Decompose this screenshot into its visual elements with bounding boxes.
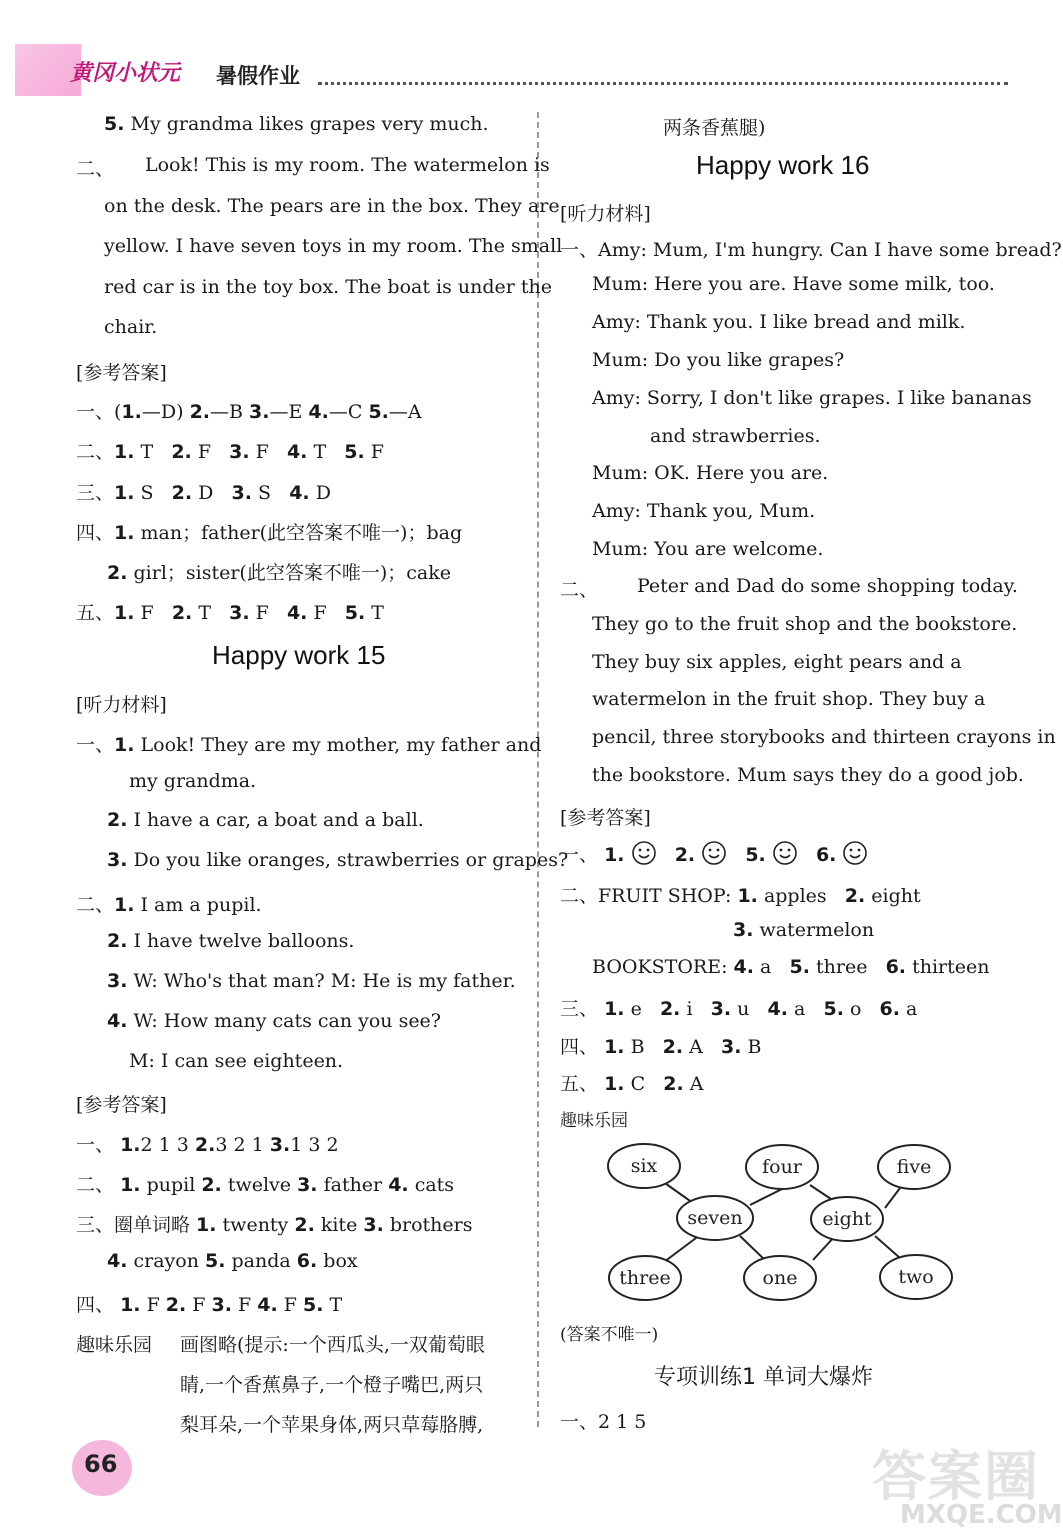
h15-ans-4: 四、 1. F 2. F 3. F 4. F 5. T — [76, 1294, 343, 1316]
smiley-icon — [772, 840, 798, 866]
answer-label: [参考答案] — [76, 1094, 167, 1116]
fun-line: 梨耳朵,一个苹果身体,两只草莓胳膊, — [180, 1414, 484, 1436]
h15-q1a: 一、1. Look! They are my mother, my father and — [76, 734, 542, 756]
node-two-label: two — [898, 1266, 934, 1288]
node-four-label: four — [762, 1156, 802, 1178]
section-title-hw16: Happy work 16 — [696, 150, 870, 180]
passage-line: pencil, three storybooks and thirteen crayons in — [592, 726, 1056, 748]
vowel-row: 三、 1. e 2. i 3. u 4. a 5. o 6. a — [560, 998, 918, 1020]
watermark-url: MXQE.COM — [900, 1500, 1063, 1530]
dialog-line: Amy: Thank you. I like bread and milk. — [592, 311, 966, 333]
h15-q2: 2. I have a car, a boat and a ball. — [107, 809, 424, 831]
node-three-label: three — [619, 1267, 671, 1289]
section-title-hw15: Happy work 15 — [212, 640, 386, 670]
answer-label: [参考答案] — [560, 807, 651, 829]
h15-e1: 二、1. I am a pupil. — [76, 894, 262, 916]
passage-line: Look! This is my room. The watermelon is — [145, 154, 550, 176]
fruit-shop-row: 二、FRUIT SHOP: 1. apples 2. eight — [560, 885, 921, 907]
passage-tag: 二、 — [560, 579, 599, 601]
passage-line: They buy six apples, eight pears and a — [592, 651, 962, 673]
header-dotted-rule — [318, 82, 1008, 85]
answer-note: (答案不唯一) — [560, 1325, 659, 1345]
dialog-line: Amy: Sorry, I don't like grapes. I like bananas — [592, 387, 1032, 409]
passage-line: the bookstore. Mum says they do a good job. — [592, 764, 1024, 786]
fun-line: 睛,一个香蕉鼻子,一个橙子嘴巴,两只 — [180, 1374, 484, 1396]
answer-row-4b: 2. girl；sister(此空答案不唯一)；cake — [107, 562, 451, 584]
fun-label: 趣味乐园 — [560, 1111, 628, 1131]
item-text: My grandma likes grapes very much. — [124, 113, 489, 135]
node-eight-label: eight — [822, 1208, 872, 1230]
answer-label: [参考答案] — [76, 362, 167, 384]
listen-label: [听力材料] — [560, 203, 651, 225]
passage-tag: 二、 — [76, 158, 115, 180]
dialog-line: Mum: OK. Here you are. — [592, 462, 829, 484]
fun-label: 趣味乐园 — [76, 1334, 153, 1356]
passage-line: Peter and Dad do some shopping today. — [637, 575, 1018, 597]
passage-line: red car is in the toy box. The boat is under the — [104, 276, 553, 298]
node-seven-label: seven — [687, 1207, 743, 1229]
h15-e2: 2. I have twelve balloons. — [107, 930, 355, 952]
fruit-shop-row-2: 3. watermelon — [733, 919, 875, 941]
dialog-line: Mum: You are welcome. — [592, 538, 824, 560]
passage-line: on the desk. The pears are in the box. They are — [104, 195, 560, 217]
special-training-title: 专项训练1 单词大爆炸 — [654, 1365, 873, 1390]
h15-e3: 3. W: Who's that man? M: He is my father. — [107, 970, 516, 992]
passage-line: yellow. I have seven toys in my room. The small — [104, 235, 563, 257]
smiley-answers: 一、 1. 2. 5. 6. — [560, 840, 868, 867]
book-subtitle: 暑假作业 — [216, 64, 300, 88]
brand-logo: 黄冈小状元 — [70, 60, 181, 86]
dialog-line: 一、Amy: Mum, I'm hungry. Can I have some bread? — [560, 239, 1062, 261]
edge-eight-five — [885, 1188, 900, 1208]
smiley-icon — [701, 840, 727, 866]
edge-seven-one — [740, 1236, 765, 1260]
h15-ans-3b: 4. crayon 5. panda 6. box — [107, 1250, 358, 1272]
h15-ans-3: 三、圈单词略 1. twenty 2. kite 3. brothers — [76, 1214, 473, 1236]
column-divider — [537, 112, 539, 1427]
smiley-icon — [842, 840, 868, 866]
h15-ans-2: 二、 1. pupil 2. twelve 3. father 4. cats — [76, 1174, 455, 1196]
h15-ans-1: 一、 1.2 1 3 2.3 2 1 3.1 3 2 — [76, 1134, 339, 1156]
dialog-line: Mum: Here you are. Have some milk, too. — [592, 273, 995, 295]
edge-eight-two — [875, 1236, 900, 1258]
fun-line: 画图略(提示:一个西瓜头,一双葡萄眼 — [180, 1334, 485, 1356]
passage-line: chair. — [104, 316, 158, 338]
answer-row-4a: 四、1. man；father(此空答案不唯一)；bag — [76, 522, 463, 544]
item-num: 5. — [104, 113, 125, 135]
h15-e5: M: I can see eighteen. — [129, 1050, 344, 1072]
continued-line: 两条香蕉腿) — [663, 117, 766, 139]
answer-row-1: 一、(1.—D) 2.—B 3.—E 4.—C 5.—A — [76, 401, 422, 423]
answer-row-3: 三、1. S 2. D 3. S 4. D — [76, 482, 331, 504]
dialog-cont: and strawberries. — [650, 425, 821, 447]
edge-seven-three — [664, 1235, 700, 1262]
r-ans-5: 五、 1. C 2. A — [560, 1073, 704, 1095]
answer-row-5: 五、1. F 2. T 3. F 4. F 5. T — [76, 602, 384, 624]
watermark-logo: 答案圈 — [872, 1445, 1040, 1508]
page-number: 66 — [84, 1450, 118, 1478]
listen-label: [听力材料] — [76, 694, 167, 716]
r-ans-4: 四、 1. B 2. A 3. B — [560, 1036, 762, 1058]
node-five-label: five — [896, 1156, 932, 1178]
node-one-label: one — [762, 1267, 798, 1289]
dialog-line: Amy: Thank you, Mum. — [592, 500, 816, 522]
number-word-network — [600, 1140, 960, 1310]
node-six-label: six — [630, 1155, 658, 1177]
line-l1 — [104, 113, 489, 135]
last-line: 一、2 1 5 — [560, 1411, 647, 1433]
h15-q3: 3. Do you like oranges, strawberries or grapes? — [107, 849, 569, 871]
smiley-icon — [631, 840, 657, 866]
dialog-line: Mum: Do you like grapes? — [592, 349, 845, 371]
h15-e4: 4. W: How many cats can you see? — [107, 1010, 441, 1032]
h15-q1b: my grandma. — [129, 770, 257, 792]
passage-line: watermelon in the fruit shop. They buy a — [592, 688, 986, 710]
bookstore-row: BOOKSTORE: 4. a 5. three 6. thirteen — [592, 956, 990, 978]
passage-line: They go to the fruit shop and the bookstore. — [592, 613, 1018, 635]
answer-row-2: 二、1. T 2. F 3. F 4. T 5. F — [76, 441, 384, 463]
